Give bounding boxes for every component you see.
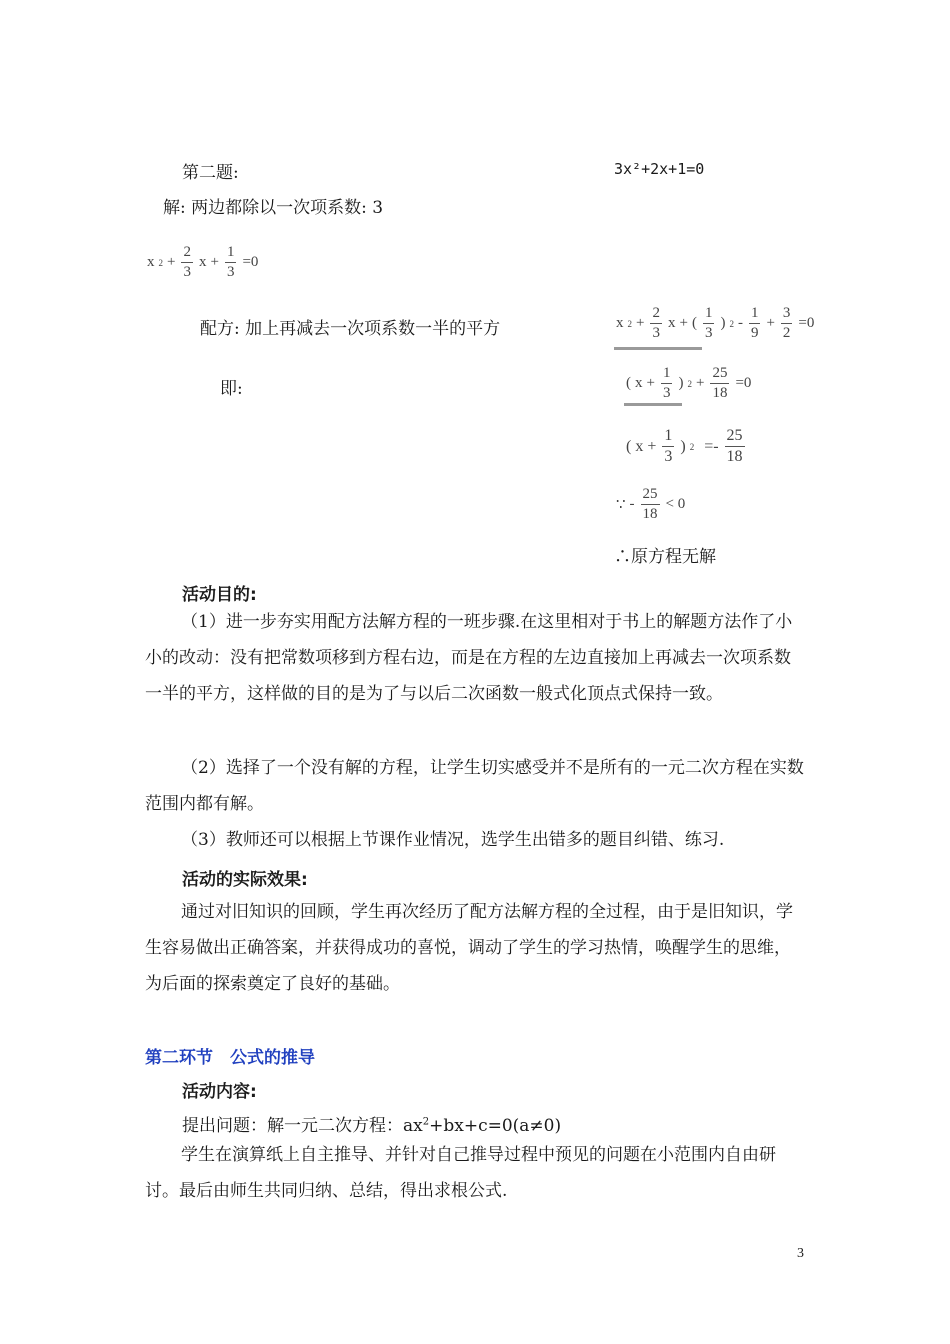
- activity-goal-paragraph-1: （1）进一步夯实用配方法解方程的一班步骤.在这里相对于书上的解题方法作了小小的改动：没有把常数项移到方程右边，而是在方程的左边直接加上再减去一次项系数一半的平方，这样做的目的是为了与以后二次函数一般式化顶点式保持一致。: [145, 612, 793, 704]
- ie-label: 即:: [220, 379, 243, 399]
- underline-mark: [614, 347, 702, 350]
- question-text: 提出问题：解一元二次方程：$ax^2+bx+c=0(a\ne 0)$: [182, 1116, 562, 1136]
- activity-goal-paragraph-3: （3）教师还可以根据上节课作业情况，选学生出错多的题目纠错、练习.: [181, 830, 725, 850]
- section2-paragraph: 学生在演算纸上自主推导、并针对自己推导过程中预见的问题在小范围内自由研讨。最后由师生共同归纳、总结，得出求根公式.: [145, 1145, 776, 1201]
- equation-since: ∵ - $\frac{25}{18}$ < 0: [616, 486, 686, 522]
- equation-divided: x 2 + $\frac{2}{3}$ x + $\frac{1}{3}$ =0: [147, 244, 259, 280]
- actual-effect-paragraph: 通过对旧知识的回顾，学生再次经历了配方法解方程的全过程，由于是旧知识，学生容易做出正确答案，并获得成功的喜悦，调动了学生的学习热情，唤醒学生的思维，为后面的探索奠定了良好的基础。: [145, 902, 793, 994]
- equation-completing: x 2 + $\frac{2}{3}$ x + ( $\frac{1}{3}$ ) 2 - $\frac{1}{9}$ + $\frac{3}{2}$ =0: [616, 305, 815, 341]
- problem-equation: 3x²+2x+1=0: [614, 160, 705, 178]
- activity-content-title: 活动内容:: [182, 1082, 257, 1102]
- conclusion-text: ∴原方程无解: [614, 547, 716, 567]
- equation-square-form: ( x + $\frac{1}{3}$ ) 2 + $\frac{25}{18}$ =0: [626, 365, 752, 401]
- equation-result: ( x + $\frac{1}{3}$ ) 2 =- $\frac{25}{18}$: [626, 427, 743, 465]
- actual-effect-title: 活动的实际效果:: [182, 870, 308, 890]
- problem-label: 第二题:: [182, 163, 239, 183]
- section-heading: 第二环节 公式的推导: [145, 1048, 315, 1068]
- solution-step-divide: 解: 两边都除以一次项系数: 3: [163, 198, 384, 218]
- completing-square-label: 配方: 加上再减去一次项系数一半的平方: [200, 319, 501, 339]
- page-number: 3: [797, 1246, 804, 1261]
- activity-goal-paragraph-2: （2）选择了一个没有解的方程，让学生切实感受并不是所有的一元二次方程在实数范围内都有解。: [145, 758, 804, 814]
- underline-mark: [624, 403, 682, 406]
- activity-goal-title: 活动目的:: [182, 585, 257, 605]
